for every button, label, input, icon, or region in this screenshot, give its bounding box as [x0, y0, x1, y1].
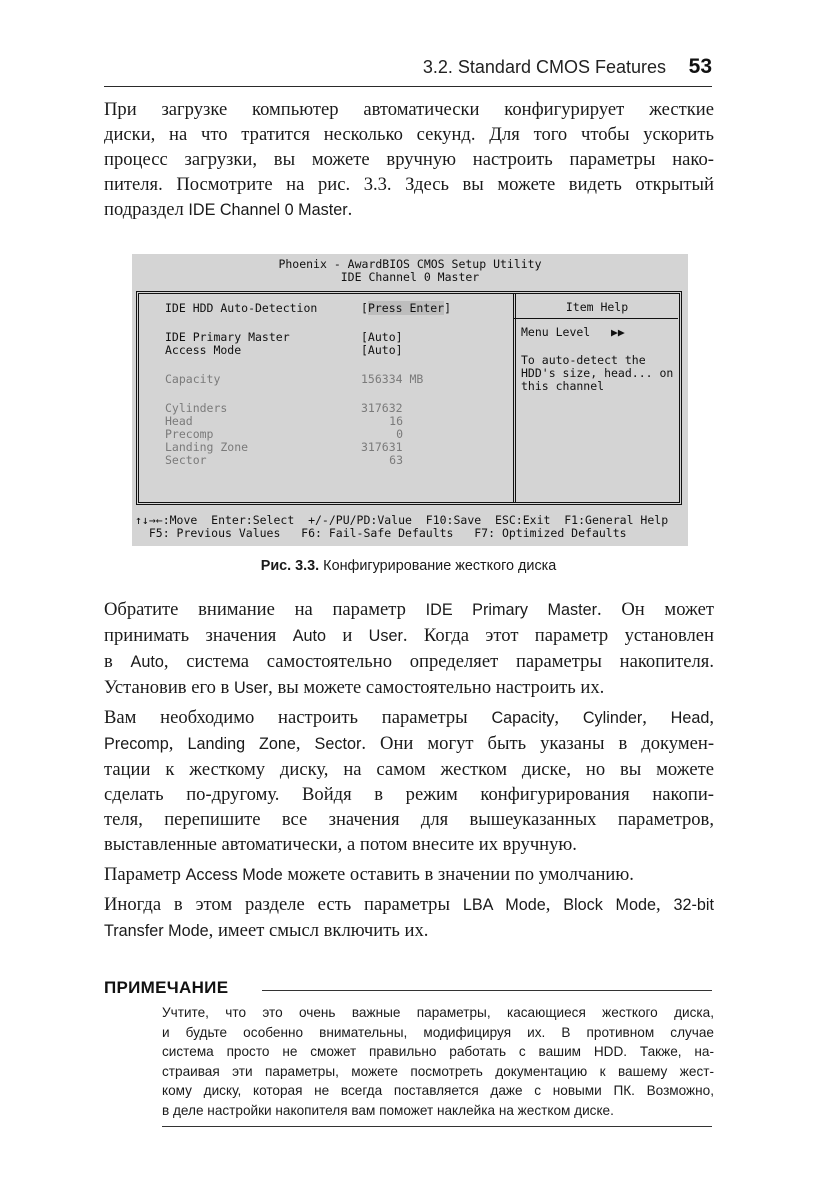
bios-option-label: Head — [165, 414, 193, 428]
inline-term: User — [233, 679, 269, 697]
bios-option-value: 156334 MB — [361, 372, 424, 386]
paragraph — [104, 705, 714, 857]
page-number: 53 — [688, 55, 712, 78]
inline-term: Access Mode — [185, 866, 283, 884]
running-head — [104, 56, 712, 87]
figure-caption — [0, 558, 817, 574]
bios-screenshot — [132, 254, 688, 546]
bios-option-label: Landing Zone — [165, 440, 249, 454]
text-line: Precomp, Landing Zone, Sector. Они могут быть указаны в докумен- — [104, 733, 715, 754]
inline-term: Head — [670, 709, 710, 727]
bios-option-value[interactable]: [Press Enter] — [361, 301, 452, 315]
text-line: сделать по-другому. Войдя в режим конфигурирования накопи- — [104, 784, 714, 805]
help-text: To auto-detect the — [521, 353, 646, 367]
inline-term: Auto — [130, 653, 164, 671]
inline-term: Landing Zone — [187, 735, 296, 753]
item-help-title: Item Help — [565, 300, 629, 314]
inline-term: Auto — [292, 627, 326, 645]
help-divider — [514, 318, 678, 319]
paragraph — [104, 597, 714, 701]
text-line: Установив его в User, вы можете самостоятельно настроить их. — [104, 677, 605, 698]
text-line: При загрузке компьютер автоматически конфигурирует жесткие — [104, 99, 714, 120]
bios-main-panel — [136, 291, 682, 505]
help-text: this channel — [521, 379, 605, 393]
inline-term: Capacity — [491, 709, 555, 727]
text-line: принимать значения Auto и User. Когда этот параметр установлен — [104, 625, 714, 646]
bios-option-label: Cylinders — [165, 401, 228, 415]
text-line: тации к жесткому диску, на самом жестком диске, но вы можете — [104, 759, 714, 780]
section-reference: 3.2. Standard CMOS Features — [422, 57, 666, 77]
bios-option-label: IDE HDD Auto-Detection — [165, 301, 318, 315]
text-line: Параметр Access Mode можете оставить в значении по умолчанию. — [104, 864, 634, 885]
bios-subtitle: IDE Channel 0 Master — [340, 270, 480, 284]
text-line: подраздел IDE Channel 0 Master. — [104, 199, 353, 220]
bios-option-value: 16 — [389, 414, 403, 428]
caption-text: Конфигурирование жесткого диска — [319, 558, 557, 574]
text-line: в Auto, система самостоятельно определяет параметры накопителя. — [104, 651, 714, 672]
text-line: кому диску, которая не всегда поставляется даже с новыми ПК. Возможно, — [162, 1083, 714, 1099]
text-line: Учтите, что это очень важные параметры, касающиеся жесткого диска, — [162, 1005, 714, 1020]
inline-term: User — [368, 627, 403, 645]
text-line: Transfer Mode, имеет смысл включить их. — [104, 920, 429, 941]
text-line: диски, на что тратится несколько секунд. Для того чтобы ускорить — [104, 124, 714, 145]
bios-option-value[interactable]: [Auto] — [361, 330, 403, 344]
menu-level: Menu Level ▶▶ — [521, 325, 625, 339]
bios-selected-value[interactable]: Press Enter — [367, 301, 445, 315]
inline-term: 32-bit — [673, 896, 715, 914]
bios-key-legend — [132, 514, 688, 540]
text-line: Вам необходимо настроить параметры Capacity, Cylinder, Head, — [104, 707, 715, 728]
inline-term: Block Mode — [563, 896, 657, 914]
note-rule — [162, 1126, 712, 1127]
text-line: в деле настройки накопителя вам поможет наклейка на жестком диске. — [162, 1102, 614, 1118]
bios-option-value[interactable]: [Auto] — [361, 343, 403, 357]
text-line: теля, перепишите все значения для вышеуказанных параметров, — [104, 809, 714, 830]
text-line: выставленные автоматически, а потом внесите их вручную. — [104, 834, 577, 855]
bios-option-label: Access Mode — [165, 343, 242, 357]
bios-footer-line: F5: Previous Values F6: Fail-Safe Defaults F7: Optimized Defaults — [135, 526, 627, 540]
bios-footer-line: ↑↓→←:Move Enter:Select +/-/PU/PD:Value F10:Save ESC:Exit F1:General Help — [135, 513, 669, 527]
inline-term: LBA Mode — [462, 896, 546, 914]
bios-option-value: 317631 — [361, 440, 403, 454]
bios-option-label: IDE Primary Master — [165, 330, 290, 344]
bios-option-label: Precomp — [165, 427, 214, 441]
bios-option-value: 63 — [389, 453, 403, 467]
bios-panel-divider — [513, 294, 516, 502]
text-line: система просто не сможет правильно работать с вашим HDD. Также, на- — [162, 1044, 714, 1060]
bios-title — [132, 258, 688, 284]
text-line: Обратите внимание на параметр IDE Primary Master. Он может — [104, 599, 715, 620]
bios-option-label: Capacity — [165, 372, 221, 386]
bios-option-label: Sector — [165, 453, 207, 467]
inline-term: IDE Channel 0 Master — [188, 201, 348, 219]
inline-term: Sector — [314, 735, 362, 753]
bios-option-value: 0 — [396, 427, 403, 441]
bios-title-line: Phoenix - AwardBIOS CMOS Setup Utility — [278, 257, 542, 271]
text-line: Иногда в этом разделе есть параметры LBA Mode, Block Mode, 32-bit — [104, 894, 715, 915]
note-rule — [262, 990, 712, 991]
help-text: HDD's size, head... on — [521, 366, 674, 380]
inline-term: Transfer Mode — [104, 922, 209, 940]
text-line: и будьте особенно внимательны, модифицируя их. В противном случае — [162, 1024, 714, 1040]
text-line: пителя. Посмотрите на рис. 3.3. Здесь вы можете видеть открытый — [104, 174, 714, 195]
note-heading: ПРИМЕЧАНИЕ — [104, 978, 229, 997]
intro-paragraph — [104, 97, 714, 223]
caption-label: Рис. 3.3. — [260, 558, 320, 574]
inline-term: Cylinder — [582, 709, 643, 727]
inline-term: IDE Primary Master — [425, 601, 597, 619]
bios-option-value: 317632 — [361, 401, 403, 415]
inline-term: Precomp — [104, 735, 169, 753]
text-line: процесс загрузки, вы можете вручную настроить параметры нако- — [104, 149, 714, 170]
text-line: страивая эти параметры, можете посмотреть документацию к вашему жест- — [162, 1063, 714, 1079]
paragraph — [104, 862, 714, 888]
paragraph — [104, 892, 714, 944]
note-body — [162, 1003, 714, 1121]
